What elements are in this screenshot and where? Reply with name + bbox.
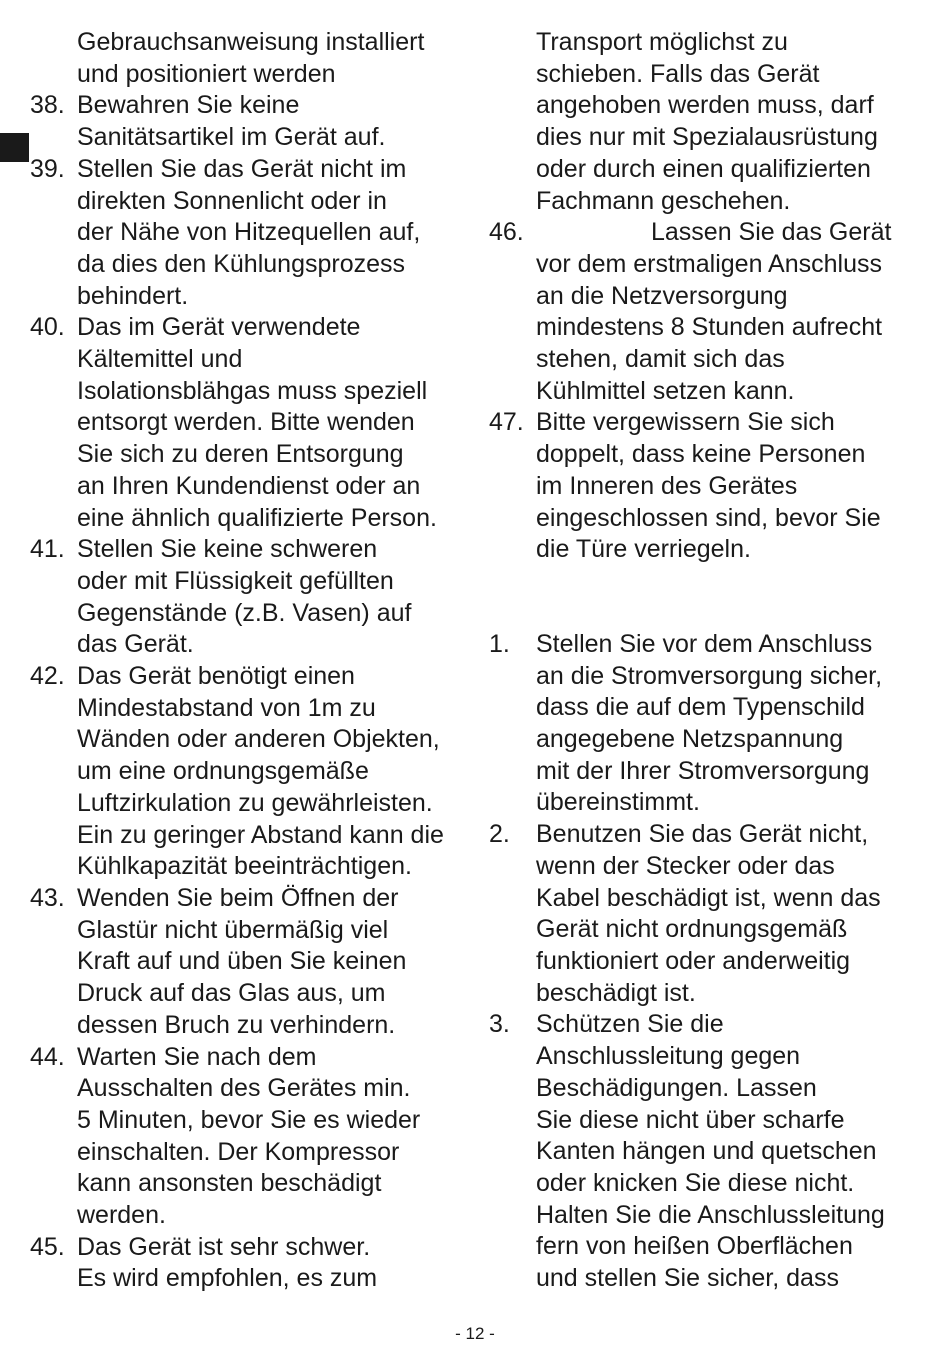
text-line: Es wird empfohlen, es zum [77,1264,378,1293]
text-line: Sie diese nicht über scharfe [536,1105,845,1134]
text-line: das Gerät. [77,630,194,659]
text-line: werden. [77,1201,166,1230]
text-line: direkten Sonnenlicht oder in [77,186,387,215]
text-line: Warten Sie nach dem [77,1042,317,1071]
text-line: die Türe verriegeln. [536,535,751,564]
text-line: Isolationsblähgas muss speziell [77,376,428,405]
right-column [489,27,929,1295]
text-line: an Ihren Kundendienst oder an [77,471,421,500]
left-column [30,27,470,1295]
item-number: 44. [30,1042,65,1071]
continued-text [489,27,929,217]
list-item-41 [30,534,470,661]
item-number: 3. [489,1010,510,1039]
continued-text [30,27,470,90]
text-line: vor dem erstmaligen Anschluss [536,249,882,278]
text-line: Kraft auf und üben Sie keinen [77,947,407,976]
text-line: Fachmann geschehen. [536,186,791,215]
text-line: einschalten. Der Kompressor [77,1137,400,1166]
text-line: Anschlussleitung gegen [536,1042,801,1071]
section-edge-tab [0,133,29,162]
text-line: um eine ordnungsgemäße [77,757,369,786]
item-number: 40. [30,313,65,342]
text-line: Kanten hängen und quetschen [536,1137,877,1166]
text-line: Das im Gerät verwendete [77,313,361,342]
text-line: Transport möglichst zu [536,28,788,56]
text-line: Luftzirkulation zu gewährleisten. [77,788,433,817]
text-line: Stellen Sie keine schweren [77,535,378,564]
text-line: doppelt, dass keine Personen [536,440,866,469]
list-item-2 [489,819,929,1009]
text-line: kann ansonsten beschädigt [77,1169,382,1198]
text-line: Glastür nicht übermäßig viel [77,915,389,944]
text-line: stehen, damit sich das [536,345,785,374]
text-line: Mindestabstand von 1m zu [77,693,376,722]
text-line: Ein zu geringer Abstand kann die [77,820,444,849]
text-line: oder durch einen qualifizierten [536,154,871,183]
text-line: Lassen Sie das Gerät [651,218,892,247]
list-item-46 [489,217,929,407]
text-line: angegebene Netzspannung [536,725,844,754]
item-number: 47. [489,408,524,437]
text-line: eine ähnlich qualifizierte Person. [77,503,437,532]
text-line: Kältemittel und [77,345,243,374]
text-line: Beschädigungen. Lassen [536,1073,817,1102]
section-gap [489,566,929,629]
text-line: fern von heißen Oberflächen [536,1232,853,1261]
text-line: oder knicken Sie diese nicht. [536,1168,855,1197]
text-line: im Inneren des Gerätes [536,471,798,500]
text-line: und positioniert werden [77,59,336,88]
text-line: Gerät nicht ordnungsgemäß [536,915,848,944]
text-line: funktioniert oder anderweitig [536,946,851,975]
item-number: 39. [30,154,65,183]
text-line: Ausschalten des Gerätes min. [77,1074,411,1103]
text-line: eingeschlossen sind, bevor Sie [536,503,881,532]
item-number: 38. [30,91,65,120]
text-line: Bitte vergewissern Sie sich [536,408,835,437]
text-line: Wänden oder anderen Objekten, [77,725,440,754]
list-item-43 [30,883,470,1042]
text-line: Benutzen Sie das Gerät nicht, [536,820,869,849]
item-number: 42. [30,662,65,691]
text-line: Sanitätsartikel im Gerät auf. [77,123,386,152]
text-line: Kühlkapazität beeinträchtigen. [77,852,412,881]
text-line: und stellen Sie sicher, dass [536,1264,839,1293]
text-line: Stellen Sie das Gerät nicht im [77,154,407,183]
text-line: Wenden Sie beim Öffnen der [77,883,399,912]
text-line: Gegenstände (z.B. Vasen) auf [77,598,412,627]
list-item-40 [30,312,470,534]
item-number: 45. [30,1232,65,1261]
text-line: Das Gerät benötigt einen [77,662,355,691]
text-line: dies nur mit Spezialausrüstung [536,123,878,152]
text-line: dass die auf dem Typenschild [536,693,865,722]
list-item-45 [30,1232,470,1295]
text-line: Gebrauchsanweisung installiert [77,28,425,56]
item-number: 1. [489,629,510,658]
text-line: übereinstimmt. [536,788,700,817]
list-item-1 [489,629,929,819]
text-line: Bewahren Sie keine [77,91,300,120]
text-line: Das Gerät ist sehr schwer. [77,1232,371,1261]
text-line: entsorgt werden. Bitte wenden [77,408,415,437]
text-line: da dies den Kühlungsprozess [77,249,406,278]
text-line: 5 Minuten, bevor Sie es wieder [77,1105,421,1134]
text-line: mit der Ihrer Stromversorgung [536,756,870,785]
text-line: dessen Bruch zu verhindern. [77,1010,396,1039]
list-item-3 [489,1009,929,1294]
item-number: 2. [489,820,510,849]
list-item-39 [30,154,470,313]
list-item-42 [30,661,470,883]
page-number: - 12 - [455,1324,495,1343]
text-line: Sie sich zu deren Entsorgung [77,440,404,469]
text-line: Kühlmittel setzen kann. [536,376,795,405]
item-number: 46. [489,218,524,247]
text-line: Kabel beschädigt ist, wenn das [536,883,881,912]
item-number: 41. [30,535,65,564]
text-line: Druck auf das Glas aus, um [77,979,386,1008]
list-item-38 [30,90,470,153]
text-line: Halten Sie die Anschlussleitung [536,1200,885,1229]
text-line: mindestens 8 Stunden aufrecht [536,313,883,342]
text-line: behindert. [77,281,189,310]
text-line: an die Stromversorgung sicher, [536,661,883,690]
text-line: Stellen Sie vor dem Anschluss [536,629,873,658]
text-line: beschädigt ist. [536,978,696,1007]
text-line: schieben. Falls das Gerät [536,59,820,88]
list-item-44 [30,1042,470,1232]
text-line: an die Netzversorgung [536,281,788,310]
text-line: Schützen Sie die [536,1010,724,1039]
text-line: wenn der Stecker oder das [536,851,835,880]
item-number: 43. [30,883,65,912]
text-line: der Nähe von Hitzequellen auf, [77,218,421,247]
text-line: oder mit Flüssigkeit gefüllten [77,566,394,595]
list-item-47 [489,407,929,566]
text-line: angehoben werden muss, darf [536,91,874,120]
